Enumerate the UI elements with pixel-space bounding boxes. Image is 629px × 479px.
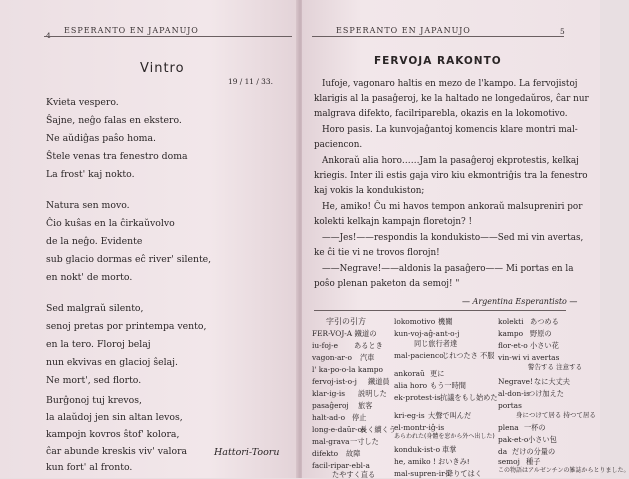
glossary-gloss: 更に	[430, 369, 445, 378]
story-line: kaj vokis la kondukiston;	[314, 186, 425, 196]
glossary-gloss: 降りてはく	[446, 469, 482, 478]
glossary-term: ankoraŭ	[394, 369, 425, 378]
glossary-term: lokomotivo	[394, 317, 436, 326]
glossary-gloss: 大聲で叫んだ	[428, 411, 472, 420]
glossary-gloss: じれつたさ 不服	[442, 351, 495, 360]
glossary-gloss: たやすく直る	[332, 470, 376, 479]
glossary-term: difekto	[312, 449, 339, 458]
story-line: ——Jes!——respondis la kondukisto——Sed mi vin avertas,	[322, 233, 584, 243]
poem-line: ĉar abunde kreskis viv' valora	[46, 446, 188, 457]
glossary-gloss: あらわれた(身體を窓から外へ出した)	[394, 433, 495, 440]
glossary-term: FER-VOJ-A 鐵道の	[312, 329, 377, 338]
poem-line: senoj pretas por printempa vento,	[46, 321, 207, 332]
glossary-term: he, amiko !	[394, 457, 436, 466]
story-line: Horo pasis. La kunvojaĝantoj komencis klare montri mal-	[322, 125, 578, 135]
glossary-gloss: 車掌	[442, 445, 457, 454]
glossary-gloss: おいきみ!	[438, 457, 470, 466]
glossary-title: 字引の引方	[326, 317, 366, 326]
poem-line: la alaŭdoj jen sin altan levos,	[46, 412, 183, 423]
glossary-term: da	[498, 447, 508, 456]
story-line: kriegis. Inter ili estis gaja viro kiu ekmontriĝis tra la fenestro	[314, 171, 588, 181]
left-page	[0, 0, 298, 478]
glossary-term: mal-supren-ir-i	[394, 469, 450, 478]
glossary-term: plena	[498, 423, 519, 432]
poem-author: Hattori-Tooru	[214, 447, 280, 458]
glossary-gloss: 鐵道員	[368, 377, 390, 386]
poem-line: Ŝtele venas tra fenestro doma	[46, 151, 188, 162]
poem-line: Natura sen movo.	[46, 200, 130, 211]
poem-line: kun fort' al fronto.	[46, 462, 133, 473]
glossary-term: halt-ad-o	[312, 413, 346, 422]
left-header-rule	[44, 36, 292, 37]
glossary-gloss: なに大丈夫	[534, 377, 570, 386]
poem-line: nun ekvivas en glacioj ŝelaj.	[46, 357, 178, 368]
glossary-gloss: 種子	[526, 457, 541, 466]
glossary-gloss: だけの分量の	[512, 447, 556, 456]
glossary-term: el-montr-iĝ-is	[394, 423, 445, 432]
glossary-gloss: 汽車	[360, 353, 375, 362]
story-line: ——Negrave!——aldonis la pasaĝero—— Mi portas en la	[322, 264, 574, 274]
glossary-term: portas	[498, 401, 522, 410]
right-running-header: ESPERANTO EN JAPANUJO	[336, 26, 471, 35]
glossary-term: kri-eg-is	[394, 411, 425, 420]
glossary-term: facil-ripar-ebl-a	[312, 461, 370, 470]
glossary-term: mal-grava	[312, 437, 350, 446]
glossary-gloss: 一寸した	[350, 437, 379, 446]
story-line: klarigis al la pasaĝeroj, ke la haltado ne longedaŭros, ĉar nur	[314, 94, 589, 104]
glossary-term: kolekti	[498, 317, 524, 326]
glossary-gloss: 停止	[352, 413, 367, 422]
poem-line: La frost' kaj nokto.	[46, 169, 135, 180]
poem-line: Burĝonoj tuj krevos,	[46, 395, 142, 406]
glossary-term: iu-foj-e	[312, 341, 338, 350]
story-title: FERVOJA RAKONTO	[374, 55, 502, 67]
poem-date: 19 / 11 / 33.	[228, 77, 273, 86]
story-line: ke ĉi tie vi ne trovos florojn!	[314, 248, 440, 258]
glossary-gloss: 旅客	[358, 401, 373, 410]
glossary-term: vin-wi vi avertas	[498, 353, 560, 362]
poem-line: sub glacio dormas eĉ river' silente,	[46, 254, 212, 265]
glossary-note: この物語はアルゼンチンの雑誌からとりました。	[498, 467, 629, 474]
glossary-term: fervoj-ist-o-j	[312, 377, 357, 386]
glossary-term: pasaĝeroj	[312, 401, 349, 410]
glossary-term: klar-ig-is	[312, 389, 346, 398]
glossary-term: long-e-daŭr-os	[312, 425, 366, 434]
poem-title: Vintro	[140, 61, 185, 76]
glossary-term: kun-voj-aĝ-ant-o-j	[394, 329, 460, 338]
story-line: Iufoje, vagonaro haltis en mezo de l'kampo. La fervojistoj	[322, 79, 578, 89]
glossary-gloss: あつめる	[530, 317, 559, 326]
glossary-gloss: もう一時間	[430, 381, 466, 390]
glossary-gloss: 長く續くう	[360, 425, 396, 434]
glossary-gloss: 警告する 注意する	[528, 363, 583, 371]
glossary-gloss: 機關	[438, 317, 453, 326]
glossary-gloss: 身につけて居る 持つて居る	[516, 411, 596, 419]
right-page-number: 5	[560, 27, 565, 36]
glossary-gloss: 一杯の	[524, 423, 546, 432]
right-header-rule	[312, 36, 564, 37]
glossary-divider	[314, 310, 566, 311]
glossary-gloss: 小さい包	[528, 435, 557, 444]
story-line: poŝo plenan paketon da semoj! "	[314, 279, 460, 289]
glossary-term: l' ka-po-o-la kampo	[312, 365, 383, 374]
left-running-header: ESPERANTO EN JAPANUJO	[64, 26, 199, 35]
poem-line: kampojn kovros ŝtof' kolora,	[46, 429, 180, 440]
glossary-gloss: あるとき	[354, 341, 383, 350]
right-page	[302, 0, 629, 479]
glossary-term: Negrave!	[498, 377, 534, 386]
poem-line: Ne mort', sed florto.	[46, 375, 142, 386]
poem-line: Kvieta vespero.	[46, 97, 119, 108]
poem-line: Ĉio kuŝas en la ĉirkaŭvolvo	[46, 218, 175, 229]
story-line: malgrava difekto, facilriparebla, okazis en la lokomotivo.	[314, 109, 568, 119]
glossary-gloss: 故障	[346, 449, 361, 458]
glossary-term: alia horo	[394, 381, 428, 390]
story-source: — Argentina Esperantisto —	[462, 297, 578, 306]
glossary-gloss: 説明した	[358, 389, 387, 398]
poem-line: Sed malgraŭ silento,	[46, 303, 144, 314]
story-line: He, amiko! Ĉu mi havos tempon ankoraŭ malsupreniri por	[322, 202, 583, 212]
glossary-term: flor-et-o	[498, 341, 528, 350]
glossary-term: al-don-is	[498, 389, 530, 398]
glossary-term: kampo	[498, 329, 524, 338]
glossary-term: pak-et-o	[498, 435, 529, 444]
glossary-gloss: 抗議をもし始めた	[440, 393, 498, 402]
glossary-term: semoj	[498, 457, 520, 466]
story-line: kolekti kelkajn kampajn floretojn? !	[314, 217, 473, 227]
glossary-gloss: つけ加えた	[528, 389, 564, 398]
poem-line: en la tero. Floroj belaj	[46, 339, 151, 350]
story-line: paciencon.	[314, 140, 363, 150]
story-line: Ankoraŭ alia horo……Jam la pasaĝeroj ekprotestis, kelkaj	[322, 156, 579, 166]
poem-line: Ŝajne, neĝo falas en ekstero.	[46, 115, 182, 126]
glossary-term: mal-pacienco	[394, 351, 444, 360]
glossary-term: vagon-ar-o	[312, 353, 352, 362]
poem-line: Ne aŭdiĝas paŝo homa.	[46, 133, 156, 144]
glossary-gloss: 野原の	[530, 329, 552, 338]
glossary-term: konduk-ist-o	[394, 445, 441, 454]
poem-line: en nokt' de morto.	[46, 272, 133, 283]
glossary-gloss: 小さい花	[530, 341, 559, 350]
poem-line: de la neĝo. Evidente	[46, 236, 143, 247]
glossary-term: ek-protest-is	[394, 393, 441, 402]
glossary-gloss: 同じ旅行者達	[414, 339, 458, 348]
